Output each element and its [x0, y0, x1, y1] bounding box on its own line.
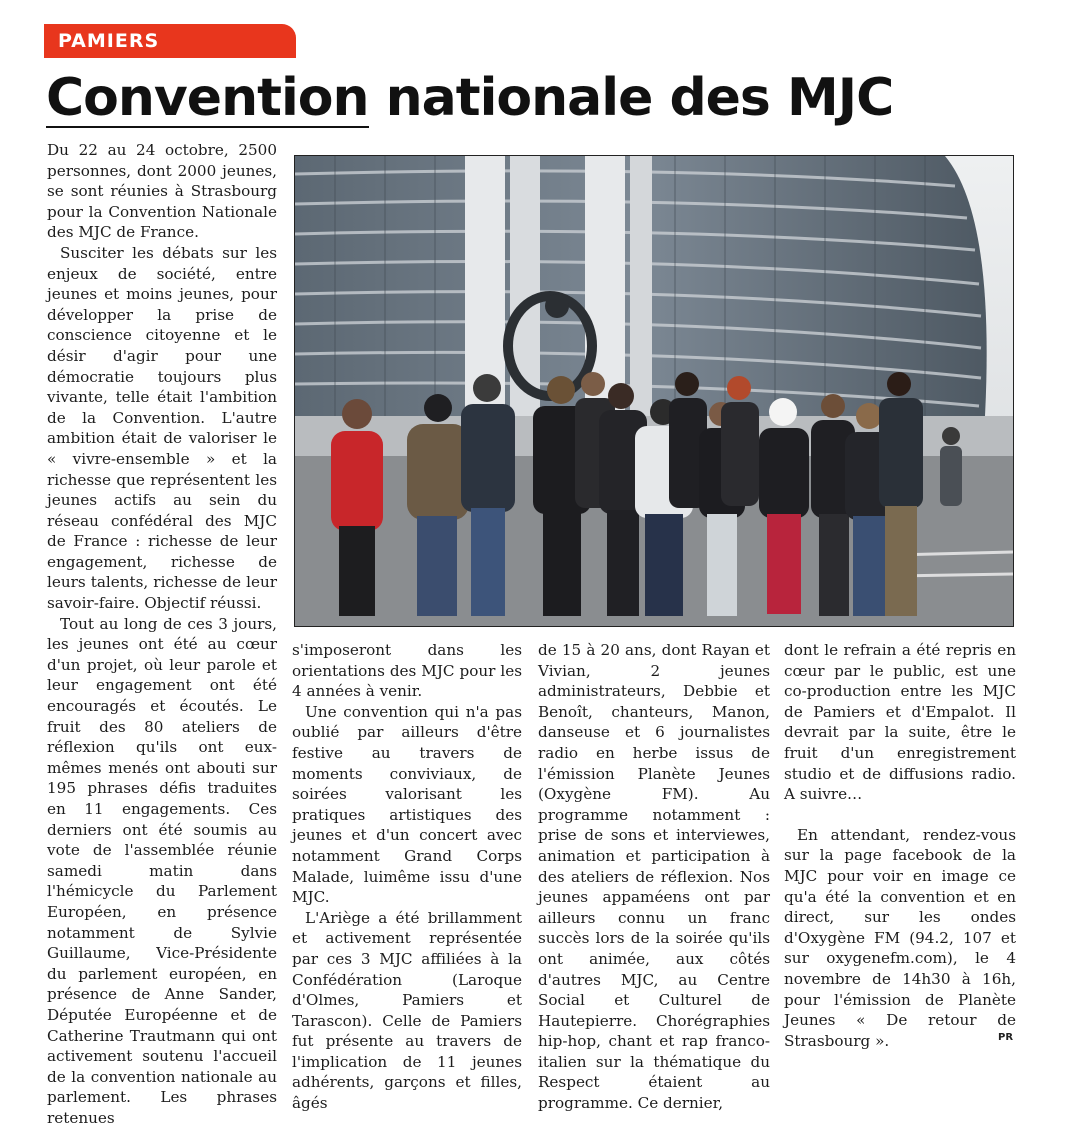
headline-rest: nationale des MJC	[368, 68, 894, 128]
article-column-3	[538, 640, 770, 1114]
paragraph: L'Ariège a été brillamment et activement représentée par ces 3 MJC affiliées à la Confédération (Laroque d'Olmes, Pamiers et Tarascon). Celle de Pamiers fut présente au travers de l'implication de 11 jeunes adhérents, garçons et filles, âgés	[292, 908, 522, 1113]
article-column-4	[784, 640, 1016, 1051]
article-headline	[46, 66, 893, 130]
paragraph: s'imposeront dans les orientations des MJC pour les 4 années à venir.	[292, 641, 522, 701]
paragraph: Du 22 au 24 octobre, 2500 personnes, dont 2000 jeunes, se sont réunies à Strasbourg pour la Convention Nationale des MJC de France.	[47, 141, 277, 242]
paragraph: Susciter les débats sur les enjeux de société, entre jeunes et moins jeunes, pour développer la prise de conscience citoyenne et le désir d'agir pour une démocratie toujours plus vivante, telle était l'ambition de la Convention. L'autre ambition était de valoriser le « vivre-ensemble » et la richesse que représentent les jeunes actifs au sein du réseau confédéral des MJC de France : richesse de leur engagement, richesse de leurs talents, richesse de leur savoir-faire. Objectif réussi.	[47, 243, 277, 613]
section-kicker: PAMIERS	[44, 24, 296, 58]
article-column-1	[47, 140, 277, 1129]
paragraph: En attendant, rendez-vous sur la page facebook de la MJC pour voir en image ce qu'a été la convention et en direct, sur les ondes d'Oxygène FM (94.2, 107 et sur oxygenefm.com), le 4 novembre de 14h30 à 16h, pour l'émission de Planète Jeunes « De retour de Strasbourg ».	[784, 825, 1016, 1050]
article-column-2	[292, 640, 522, 1114]
paragraph: Une convention qui n'a pas oublié par ailleurs d'être festive au travers de moments conviviaux, de soirées valorisant les pratiques artistiques des jeunes et d'un concert avec notamment Grand Corps Malade, luimême issu d'une MJC.	[292, 702, 522, 907]
group-photo-icon	[295, 156, 1014, 627]
headline-first-word: Convention	[46, 68, 369, 128]
paragraph: de 15 à 20 ans, dont Rayan et Vivian, 2 jeunes administrateurs, Debbie et Benoît, chanteurs, Manon, danseuse et 6 journalistes radio en herbe issus de l'émission Planète Jeunes (Oxygène FM). Au programme notamment : prise de sons et interviewes, animation et participation à des ateliers de réflexion. Nos jeunes appaméens ont par ailleurs connu un franc succès lors de la soirée qu'ils ont animée, aux côtés d'autres MJC, au Centre Social et Culturel de Hautepierre. Chorégraphies hip-hop, chant et rap franco-italien sur la thématique du Respect étaient au programme. Ce dernier,	[538, 641, 770, 1113]
paragraph: dont le refrain a été repris en cœur par le public, est une co-production entre les MJC de Pamiers et d'Empalot. Il devrait par la suite, être le fruit d'un enregistrement studio et de diffusions radio. A suivre…	[784, 641, 1016, 804]
paragraph: Tout au long de ces 3 jours, les jeunes ont été au cœur d'un projet, où leur parole et leur engagement ont été encouragés et écoutés. Le fruit des 80 ateliers de réflexion qu'ils ont eux-mêmes menés ont abouti sur 195 phrases défis traduites en 11 engagements. Ces derniers ont été soumis au vote de l'assemblée réunie samedi matin dans l'hémicycle du Parlement Européen, en présence notamment de Sylvie Guillaume, Vice-Présidente du parlement européen, en présence de Anne Sander, Députée Européenne et de Catherine Trautmann qui ont activement soutenu l'accueil de la convention nationale au parlement. Les phrases retenues	[47, 614, 277, 1127]
author-signature: PR	[998, 1032, 1014, 1043]
group-photo	[294, 155, 1014, 627]
